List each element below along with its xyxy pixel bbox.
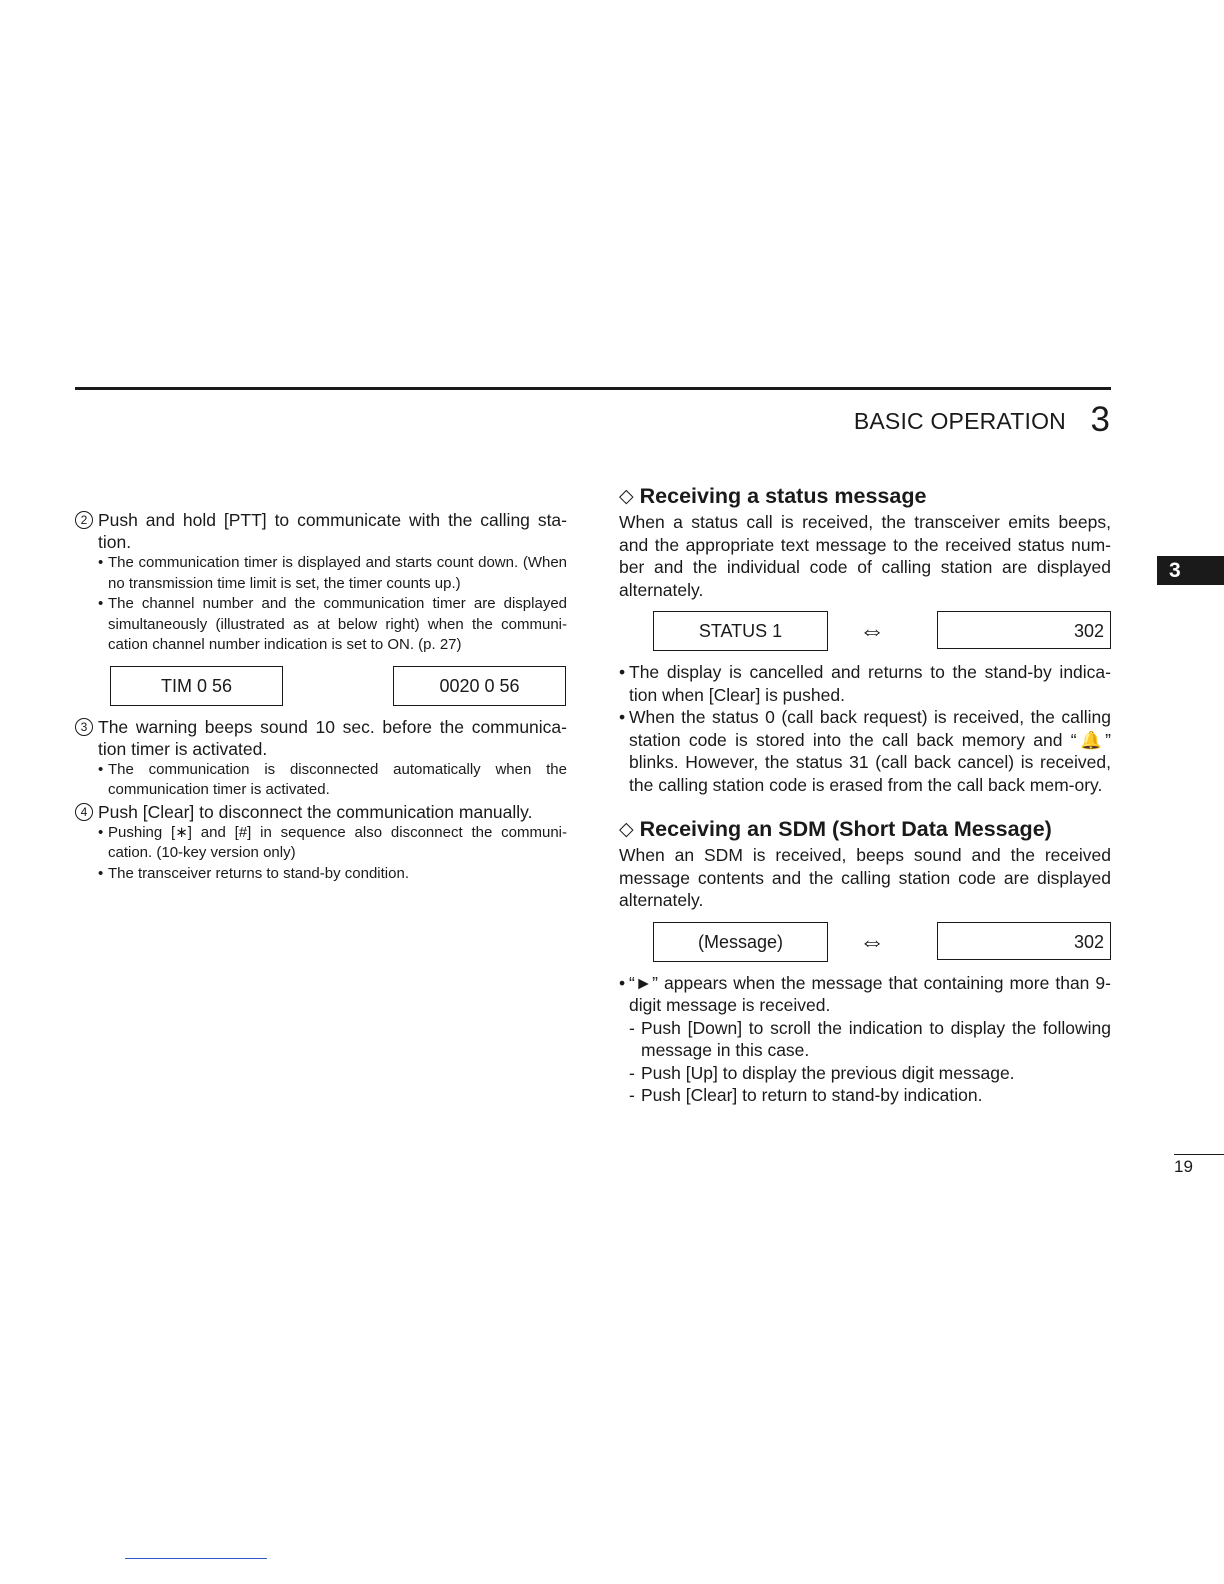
page-number-rule <box>1174 1154 1224 1155</box>
sdm-dash-item <box>619 1084 1111 1107</box>
lcd-message-display: (Message) <box>653 922 828 962</box>
lcd-code-display: 302 <box>937 611 1111 649</box>
chapter-number: 3 <box>1090 400 1110 439</box>
note-text: The communication is disconnected automatically when the communication timer is activated. <box>108 760 567 798</box>
left-column <box>75 509 567 884</box>
chapter-tab: 3 <box>1157 556 1224 585</box>
heading-text: Receiving an SDM (Short Data Message) <box>639 817 1052 841</box>
dash-text: Push [Up] to display the previous digit message. <box>641 1062 1015 1083</box>
step-4-note <box>75 864 567 885</box>
header-rule <box>75 387 1111 390</box>
bullet-icon: • <box>98 595 104 612</box>
dash-text: Push [Clear] to return to stand-by indication. <box>641 1085 983 1105</box>
step-2 <box>75 509 567 553</box>
status-lcd-example <box>619 611 1111 651</box>
bullet-text: When the status 0 (call back request) is received, the calling station code is stored into the call back memory and “🔔” blinks. However, the status 31 (call back cancel) is received, the calling station code is erased from the call back mem-ory. <box>629 707 1111 795</box>
note-text: Pushing [∗] and [#] in sequence also disconnect the communi-cation. (10-key version only) <box>108 823 567 861</box>
step-4 <box>75 801 567 823</box>
sdm-heading <box>619 816 1111 844</box>
footer-link-rule <box>125 1558 267 1559</box>
bullet-text: The display is cancelled and returns to the stand-by indica-tion when [Clear] is pushed. <box>629 662 1111 705</box>
sdm-paragraph: When an SDM is received, beeps sound and the received message contents and the calling station code are displayed alternately. <box>619 845 1111 910</box>
bullet-icon: • <box>98 760 104 778</box>
sdm-dash-item <box>619 1062 1111 1085</box>
bullet-icon: • <box>98 864 104 882</box>
sdm-dash-item <box>619 1017 1111 1062</box>
lcd-channel-timer-display: 0020 0 56 <box>393 666 566 706</box>
bullet-icon: • <box>98 554 104 571</box>
step-number: 4 <box>75 803 93 821</box>
status-heading <box>619 483 1111 511</box>
bullet-icon: • <box>98 823 104 841</box>
bullet-icon: • <box>619 662 626 682</box>
dash-icon: - <box>629 1017 635 1038</box>
lcd-timer-display: TIM 0 56 <box>110 666 283 706</box>
status-bullet <box>619 661 1111 706</box>
status-bullet <box>619 706 1111 796</box>
step-text: Push and hold [PTT] to communicate with the calling sta-tion. <box>98 510 567 552</box>
alternate-arrow-icon: ⇔ <box>859 615 885 645</box>
lcd-example <box>75 666 567 706</box>
diamond-icon: ◇ <box>619 819 634 840</box>
step-text: The warning beeps sound 10 sec. before the communica-tion timer is activated. <box>98 716 567 759</box>
right-column <box>619 483 1111 1107</box>
dash-text: Push [Down] to scroll the indication to display the following message in this case. <box>641 1017 1111 1060</box>
bullet-text: “►” appears when the message that containing more than 9-digit message is received. <box>629 972 1111 1015</box>
sdm-lcd-example <box>619 922 1111 962</box>
step-number: 2 <box>75 511 93 529</box>
sdm-bullet <box>619 972 1111 1017</box>
lcd-code-display: 302 <box>937 922 1111 960</box>
bullet-icon: • <box>619 972 626 993</box>
status-paragraph: When a status call is received, the transceiver emits beeps, and the appropriate text message to the received status num-ber and the individual code of calling station are displayed alternately. <box>619 512 1111 600</box>
note-text: The channel number and the communication timer are displayed simultaneously (illustrated as at below right) when the communi-cation channel number indication is set to ON. (p. 27) <box>108 595 567 653</box>
bullet-icon: • <box>619 707 626 727</box>
alternate-arrow-icon: ⇔ <box>859 925 885 956</box>
dash-icon: - <box>629 1085 635 1105</box>
diamond-icon: ◇ <box>619 486 634 507</box>
note-text: The communication timer is displayed and starts count down. (When no transmission time limit is set, the timer counts up.) <box>108 554 567 592</box>
step-3-note <box>75 760 567 801</box>
step-2-note <box>75 553 567 594</box>
step-text: Push [Clear] to disconnect the communication manually. <box>98 801 533 822</box>
dash-icon: - <box>629 1062 635 1083</box>
section-title: BASIC OPERATION <box>853 408 1066 434</box>
page-number: 19 <box>1174 1157 1193 1176</box>
step-3 <box>75 716 567 760</box>
heading-text: Receiving a status message <box>639 484 927 508</box>
note-text: The transceiver returns to stand-by condition. <box>108 864 409 882</box>
step-number: 3 <box>75 718 93 736</box>
lcd-status-display: STATUS 1 <box>653 611 828 651</box>
step-2-note <box>75 594 567 656</box>
step-4-note <box>75 823 567 864</box>
